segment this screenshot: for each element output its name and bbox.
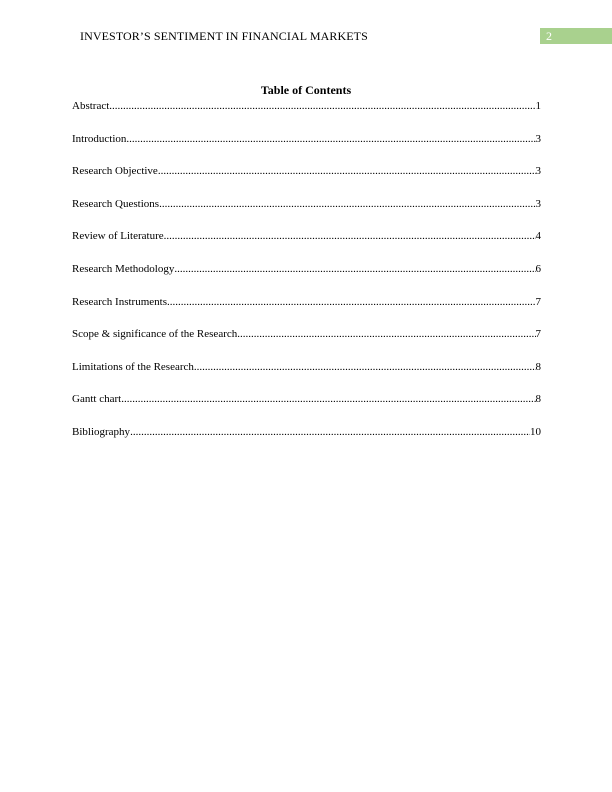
toc-entry-label: Research Instruments [72,295,167,308]
toc-dot-leader [164,228,536,244]
toc-dot-leader [237,326,535,342]
toc-entry-label: Abstract [72,100,110,112]
toc-entry-review-of-literature[interactable] [72,228,541,244]
toc-dot-leader [158,163,536,179]
toc-dot-leader [194,359,536,375]
toc-entry-gantt-chart[interactable] [72,391,541,407]
toc-dot-leader [109,98,535,114]
toc-dot-leader [159,196,535,212]
toc-entry-label: Research Objective [72,165,158,178]
toc-entry-page: 1 [535,100,541,112]
toc-entry-page: 8 [535,360,541,373]
toc-entry-page: 3 [535,165,541,178]
toc-entry-label: Gantt chart [72,393,122,406]
running-head: INVESTOR’S SENTIMENT IN FINANCIAL MARKETS [80,29,368,43]
toc-title: Table of Contents [260,83,352,97]
page-number-badge [540,28,612,44]
toc-entry-page: 10 [530,425,541,438]
toc-entry-label: Research Questions [72,197,160,210]
toc-entry-label: Scope & significance of the Research [72,328,238,341]
toc-entry-label: Research Methodology [72,262,175,275]
toc-dot-leader [130,424,530,440]
toc-entry-page: 3 [535,197,541,210]
toc-entry-abstract[interactable] [72,98,541,114]
toc-entry-label: Review of Literature [72,230,164,243]
toc-entry-bibliography[interactable] [72,424,541,440]
toc-dot-leader [121,391,535,407]
toc-entry-research-objective[interactable] [72,163,541,179]
toc-entry-label: Bibliography [72,425,131,438]
toc-entry-page: 4 [535,230,541,243]
toc-entry-page: 6 [535,262,541,275]
toc-entry-research-questions[interactable] [72,196,541,212]
toc-entry-page: 3 [535,132,541,145]
toc-entry-label: Introduction [72,132,127,145]
toc-dot-leader [167,294,536,310]
toc-dot-leader [174,261,535,277]
toc-entry-label: Limitations of the Research [72,360,194,373]
toc-entry-page: 7 [535,295,541,308]
toc-dot-leader [126,131,535,147]
toc-entry-limitations[interactable] [72,359,541,375]
toc-entry-research-instruments[interactable] [72,294,541,310]
page-number: 2 [546,29,552,43]
toc-entry-page: 7 [535,328,541,341]
toc-entry-research-methodology[interactable] [72,261,541,277]
toc-entry-page: 8 [535,393,541,406]
toc-list [72,98,541,457]
toc-entry-scope-significance[interactable] [72,326,541,342]
toc-entry-introduction[interactable] [72,131,541,147]
